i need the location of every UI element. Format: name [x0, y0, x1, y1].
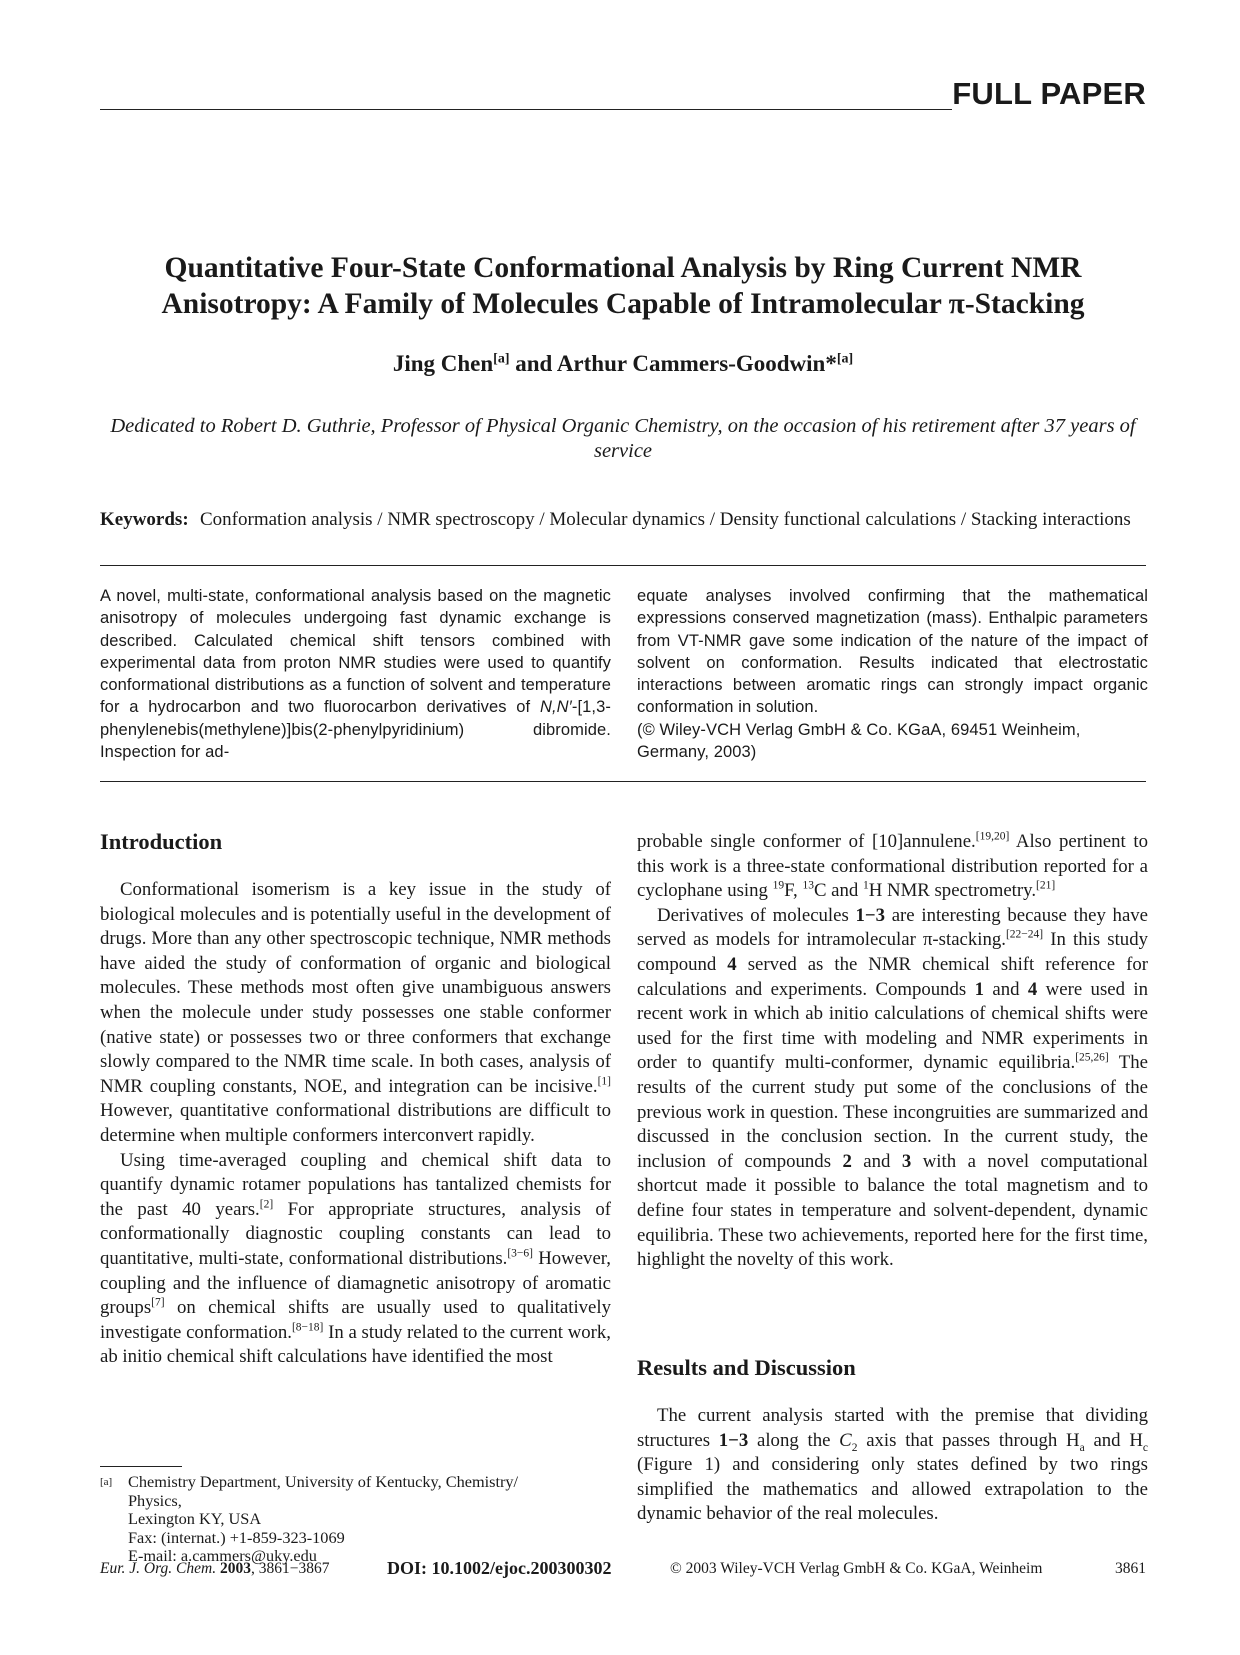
- subscript: 2: [851, 1441, 858, 1454]
- title-line-1: Quantitative Four-State Conformational Analysis by Ring Current NMR: [164, 252, 1082, 284]
- footnote-line: Fax: (internat.) +1-859-323-1069: [128, 1527, 345, 1547]
- compound-number: 4: [1027, 978, 1038, 1000]
- journal-citation: [100, 1560, 330, 1578]
- text-run: with a novel computational shortcut made it possible to balance the total magnetism and to define four states in temperature and solvent-dependent, dynamic equilibria. These two achievements, reported here for the first time, highlight the novelty of this work.: [637, 1150, 1148, 1271]
- text-run: Derivatives of molecules: [657, 904, 856, 926]
- footnote-rule: [100, 1466, 182, 1467]
- abstract-text: A novel, multi-state, conformational analysis based on the magnetic anisotropy of molecules undergoing fast dynamic exchange is described. Calculated chemical shift tensors combined with experimental data from proton NMR studies were used to quantify conformational distributions as a function of solvent and temperature for a hydrocarbon and two fluorocarbon derivatives of: [100, 587, 611, 717]
- keywords-text: Conformation analysis / NMR spectroscopy / Molecular dynamics / Density functional calculations / Stacking interactions: [200, 509, 1131, 530]
- title-line-2: Anisotropy: A Family of Molecules Capable of Intramolecular π-Stacking: [161, 288, 1085, 320]
- text-run: probable single conformer of [10]annulene.: [637, 831, 976, 852]
- text-run: Conformational isomerism is a key issue in the study of biological molecules and is potentially useful in the development of drugs. More than any other spectroscopic technique, NMR methods have aided the study of conformation of organic and biological molecules. These methods most often give unambiguous answers when the molecule under study possesses one stable conformer (native state) or possesses two or three conformers that exchange slowly compared to the NMR time scale. In both cases, analysis of NMR coupling constants, NOE, and integration can be incisive.: [100, 879, 611, 1097]
- compound-number: 1−3: [718, 1429, 749, 1451]
- citation: [7]: [151, 1296, 165, 1309]
- body-paragraph: [637, 830, 1148, 904]
- text-run: H NMR spectrometry.: [868, 880, 1037, 902]
- text-run: are interesting because they have served as models for intramolecular π-stacking.: [637, 904, 1149, 951]
- footnote-body: [128, 1473, 518, 1566]
- citation: [25,26]: [1075, 1052, 1109, 1065]
- divider: [100, 565, 1146, 566]
- page-number: 3861: [1115, 1560, 1146, 1577]
- abstract-left: [100, 585, 611, 763]
- citation: [21]: [1036, 879, 1056, 892]
- results-column: [637, 1404, 1148, 1527]
- footnote-line: E-mail: a.cammers@uky.edu: [128, 1546, 317, 1565]
- text-run: were used in recent work in which ab initio calculations of chemical shifts were used for the first time with modeling and NMR experiments in order to quantify multi-conformer, dynamic equilibria.: [637, 978, 1148, 1074]
- text-run: For appropriate structures, analysis of conformationally diagnostic coupling constants can lead to quantitative, multi-state, conformational distributions.: [100, 1198, 611, 1269]
- text-run: However, coupling and the influence of diamagnetic anisotropy of aromatic groups: [100, 1247, 611, 1319]
- text-run: and H: [1084, 1429, 1143, 1451]
- text-run: In this study compound: [637, 929, 1148, 975]
- citation: [1]: [597, 1075, 611, 1088]
- text-run: C and: [813, 880, 863, 902]
- subscript: a: [1079, 1441, 1085, 1454]
- journal-name: Eur. J. Org. Chem.: [100, 1560, 217, 1577]
- text-run: served as the NMR chemical shift reference for calculations and experiments. Compounds: [637, 953, 1148, 1000]
- authors-conjunction: and: [509, 351, 557, 376]
- citation: [19,20]: [975, 830, 1010, 843]
- isotope-mass: 13: [802, 879, 814, 892]
- compound-number: 2: [842, 1150, 852, 1172]
- citation: [8−18]: [291, 1321, 324, 1334]
- journal-year: 2003: [219, 1560, 251, 1577]
- footnote: [100, 1473, 611, 1566]
- compound-number: 3: [901, 1150, 912, 1172]
- section-heading: Introduction: [100, 829, 223, 854]
- abstract-copyright: (© Wiley-VCH Verlag GmbH & Co. KGaA, 69451 Weinheim, Germany, 2003): [637, 720, 1081, 762]
- affiliation-mark: [a]: [836, 351, 854, 367]
- footnote-line: Chemistry Department, University of Kentucky, Chemistry/: [128, 1472, 519, 1491]
- body-paragraph: [637, 1404, 1148, 1527]
- compound-number: 1−3: [855, 904, 885, 926]
- section-heading: Results and Discussion: [637, 1355, 856, 1380]
- abstract-paragraph: [100, 585, 611, 763]
- footnote-line: Physics,: [128, 1490, 182, 1510]
- text-run: In a study related to the current work, ab initio chemical shift calculations have identified the most: [100, 1321, 611, 1368]
- text-run: on chemical shifts are usually used to qualitatively investigate conformation.: [100, 1297, 611, 1343]
- affiliation-mark: [a]: [493, 351, 510, 367]
- text-run: and: [984, 978, 1028, 1000]
- copyright-notice: © 2003 Wiley-VCH Verlag GmbH & Co. KGaA, Weinheim: [670, 1560, 1043, 1577]
- page-footer: [100, 1560, 1146, 1582]
- text-run: However, quantitative conformational distributions are difficult to determine when multiple conformers interconvert rapidly.: [100, 1100, 611, 1146]
- text-run: (Figure 1) and considering only states defined by two rings simplified the mathematics and allowed extrapolation to the dynamic behavior of the real molecules.: [637, 1454, 1148, 1525]
- text-run: along the: [748, 1429, 840, 1451]
- doi-link[interactable]: DOI: 10.1002/ejoc.200300302: [387, 1558, 612, 1578]
- text-run: Also pertinent to this work is a three-state conformational distribution reported for a cyclophane using: [637, 831, 1148, 902]
- body-column-right: [637, 830, 1148, 1273]
- keywords: [100, 508, 1146, 532]
- compound-number: 4: [727, 953, 737, 975]
- text-run: The results of the current study put some of the conclusions of the previous work in question. These incongruities are summarized and discussed in the conclusion section. In the current study, the inclusion of compounds: [637, 1052, 1149, 1172]
- isotope-mass: 1: [863, 879, 869, 892]
- text-run: The current analysis started with the premise that dividing structures: [637, 1405, 1148, 1451]
- divider: [100, 781, 1146, 782]
- compound-number: 1: [974, 978, 985, 1000]
- footnote-line: Lexington KY, USA: [128, 1509, 262, 1528]
- author-name: Jing Chen: [392, 351, 494, 376]
- abstract-right: [637, 585, 1148, 763]
- citation: [22−24]: [1005, 929, 1044, 942]
- abstract-paragraph: equate analyses involved confirming that the mathematical expressions conserved magnetization (mass). Enthalpic parameters from VT-NMR gave some indication of the nature of the impact of solvent on conformation. Results indicated that electrostatic interactions between aromatic rings can strongly impact organic conformation in solution.: [637, 587, 1148, 717]
- body-column-left: [100, 878, 611, 1370]
- author-name: Arthur Cammers-Goodwin*: [556, 351, 837, 376]
- body-paragraph: [100, 878, 611, 1149]
- dedication: Dedicated to Robert D. Guthrie, Professor of Physical Organic Chemistry, on the occasion of his retirement after 37 years of service: [110, 415, 1136, 462]
- text-run: F,: [784, 880, 803, 902]
- header-rule: [100, 109, 952, 110]
- isotope-mass: 19: [772, 879, 785, 892]
- footnote-mark: [a]: [100, 1476, 113, 1488]
- abstract-text: -[1,3-phenylenebis(methylene)]bis(2-phenylpyridinium) dibromide. Inspection for ad-: [100, 698, 611, 762]
- journal-pages: , 3861−3867: [250, 1560, 330, 1577]
- section-label: FULL PAPER: [952, 76, 1146, 111]
- text-run: axis that passes through H: [857, 1429, 1080, 1451]
- citation: [3−6]: [507, 1247, 533, 1260]
- keywords-label: Keywords:: [100, 509, 189, 530]
- body-paragraph: [100, 1149, 611, 1370]
- text-run: and: [851, 1150, 902, 1172]
- author-list: [100, 351, 1146, 377]
- abstract-italic: N,N′: [539, 698, 572, 717]
- text-run: Using time-averaged coupling and chemical shift data to quantify dynamic rotamer populations has tantalized chemists for the past 40 years.: [100, 1149, 611, 1220]
- article-title: [100, 250, 1146, 322]
- symmetry-symbol: C: [839, 1429, 852, 1451]
- citation: [2]: [259, 1198, 274, 1211]
- subscript: c: [1142, 1441, 1148, 1454]
- body-paragraph: [637, 904, 1148, 1273]
